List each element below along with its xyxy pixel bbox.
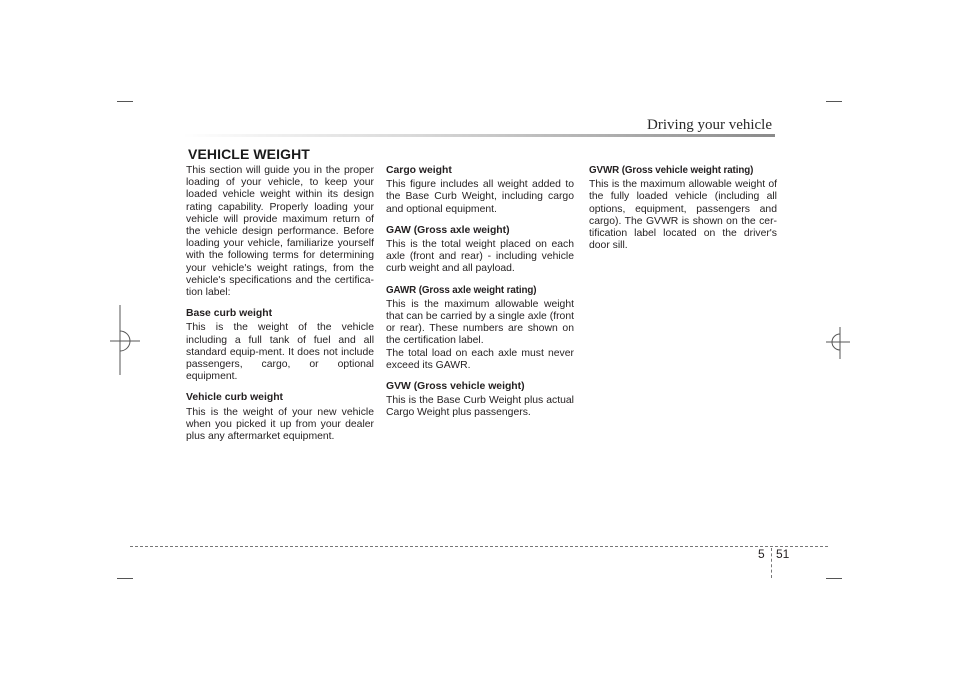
crop-mark bbox=[826, 578, 842, 579]
term-heading: Cargo weight bbox=[386, 165, 452, 176]
column-1 bbox=[186, 165, 374, 443]
intro-paragraph: This section will guide you in the proper loading of your vehicle, to keep your loaded vehicle weight within its design rating capability. Properly loading your vehicle will provide maximum return of the vehicle design performance. Before loading your vehicle, familiarize yourself with the following terms for determining your vehicle's weight ratings, from the vehicle's specifications and the certifica-tion label: bbox=[186, 165, 374, 299]
term-heading: Base curb weight bbox=[186, 308, 273, 320]
crop-mark bbox=[117, 578, 133, 579]
page-number: 51 bbox=[776, 547, 790, 561]
term-heading: GVW (Gross vehicle weight) bbox=[386, 381, 525, 393]
term-body: This figure includes all weight added to the Base Curb Weight, including cargo and optional equipment. bbox=[386, 179, 574, 215]
term-heading: GAW (Gross axle weight) bbox=[386, 224, 510, 236]
term-body: This is the maximum allowable weight that can be carried by a single axle (front or rear). These numbers are shown on the certification label. bbox=[386, 298, 574, 347]
term-body: This is the maximum allowable weight of the fully loaded vehicle (including all options, equipment, passengers and cargo). The GVWR is shown on the cer-tification label located on the driver's door sill. bbox=[589, 179, 777, 252]
footer-rule bbox=[130, 546, 828, 547]
term-body: This is the Base Curb Weight plus actual Cargo Weight plus passengers. bbox=[386, 395, 574, 419]
term-body: This is the total weight placed on each axle (front and rear) - including vehicle curb weight and all payload. bbox=[386, 239, 574, 275]
term-heading: Vehicle curb weight bbox=[186, 392, 284, 404]
term-heading: GAWR (Gross axle weight rating) bbox=[386, 284, 537, 296]
header-rule bbox=[183, 134, 775, 137]
chapter-header: Driving your vehicle bbox=[647, 117, 772, 133]
column-2 bbox=[386, 165, 574, 420]
registration-mark-left bbox=[110, 305, 140, 375]
term-heading: GVWR (Gross vehicle weight rating) bbox=[589, 165, 754, 176]
crop-mark bbox=[117, 101, 133, 102]
column-3 bbox=[589, 165, 777, 252]
section-title: VEHICLE WEIGHT bbox=[188, 146, 310, 162]
term-body: This is the weight of your new vehicle when you picked it up from your dealer plus any aftermarket equipment. bbox=[186, 406, 374, 443]
term-body: This is the weight of the vehicle including a full tank of fuel and all standard equip-ment. It does not include passengers, cargo, or optional equipment. bbox=[186, 322, 374, 383]
term-body: The total load on each axle must never exceed its GAWR. bbox=[386, 347, 574, 371]
registration-mark-right bbox=[826, 325, 850, 361]
page-divider bbox=[771, 548, 772, 578]
crop-mark bbox=[826, 101, 842, 102]
chapter-number: 5 bbox=[758, 547, 765, 561]
